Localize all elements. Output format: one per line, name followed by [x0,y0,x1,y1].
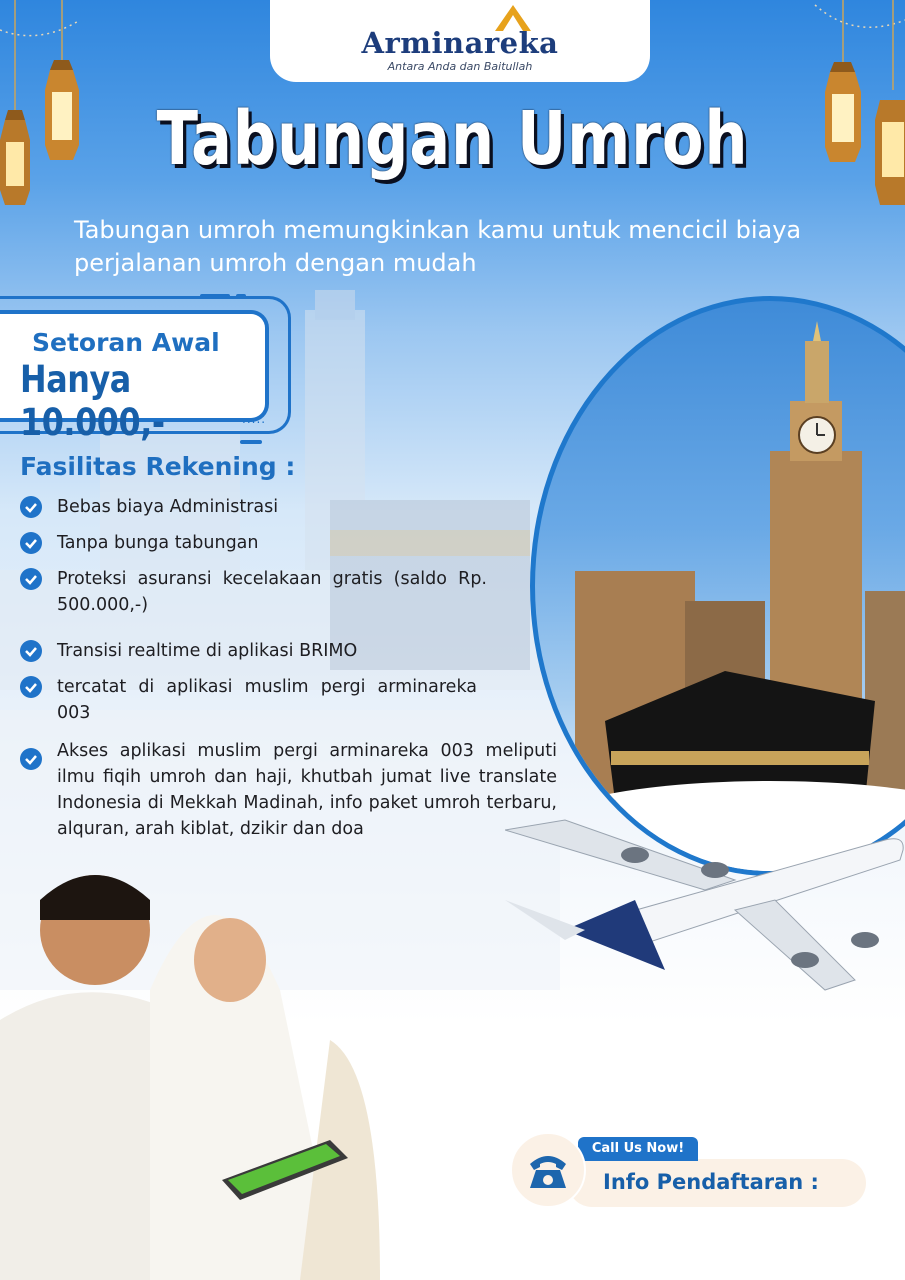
facility-text: Transisi realtime di aplikasi BRIMO [57,641,358,661]
check-icon [20,532,42,554]
facility-text: Tanpa bunga tabungan [57,533,259,553]
list-item [20,566,556,622]
brand-tagline: Antara Anda dan Baitullah [387,60,533,73]
facilities-heading: Fasilitas Rekening : [20,452,296,481]
contact-section [508,1130,878,1210]
logo-banner [270,0,650,82]
facility-text: tercatat di aplikasi muslim pergi arminareka 003 [57,677,477,723]
dash-decoration [240,440,262,444]
list-item [20,738,556,848]
list-item [20,530,556,558]
list-item [20,638,556,666]
call-us-tag[interactable]: Call Us Now! [578,1137,698,1161]
logo-roof-icon [493,3,533,33]
list-item [20,494,556,522]
brand-name: Arminareka [361,26,559,60]
dots-decoration: ..... [242,412,267,426]
check-icon [20,640,42,662]
deposit-amount: Hanya 10.000,- [20,358,165,444]
list-item [20,674,556,730]
facility-text: Akses aplikasi muslim pergi arminareka 003 meliputi ilmu fiqih umroh dan haji, khutbah jumat live translate Indonesia di Mekkah Madinah, info paket umroh terbaru, alquran, arah kiblat, dzikir dan doa [57,741,557,839]
registration-info-label: Info Pendaftaran : [603,1170,819,1194]
check-icon [20,748,42,770]
pilgrims-couple-image [0,860,420,1280]
phone-icon [512,1134,584,1206]
check-icon [20,568,42,590]
check-icon [20,676,42,698]
main-title: Tabungan Umroh [156,96,749,182]
deposit-label: Setoran Awal [32,328,220,357]
airplane-image [505,800,905,1000]
facility-text: Bebas biaya Administrasi [57,497,279,517]
check-icon [20,496,42,518]
facility-text: Proteksi asuransi kecelakaan gratis (saldo Rp. 500.000,-) [57,569,487,615]
phone-button[interactable] [510,1132,586,1208]
deposit-badge [0,290,300,450]
subtitle: Tabungan umroh memungkinkan kamu untuk mencicil biaya perjalanan umroh dengan mudah [74,216,802,277]
